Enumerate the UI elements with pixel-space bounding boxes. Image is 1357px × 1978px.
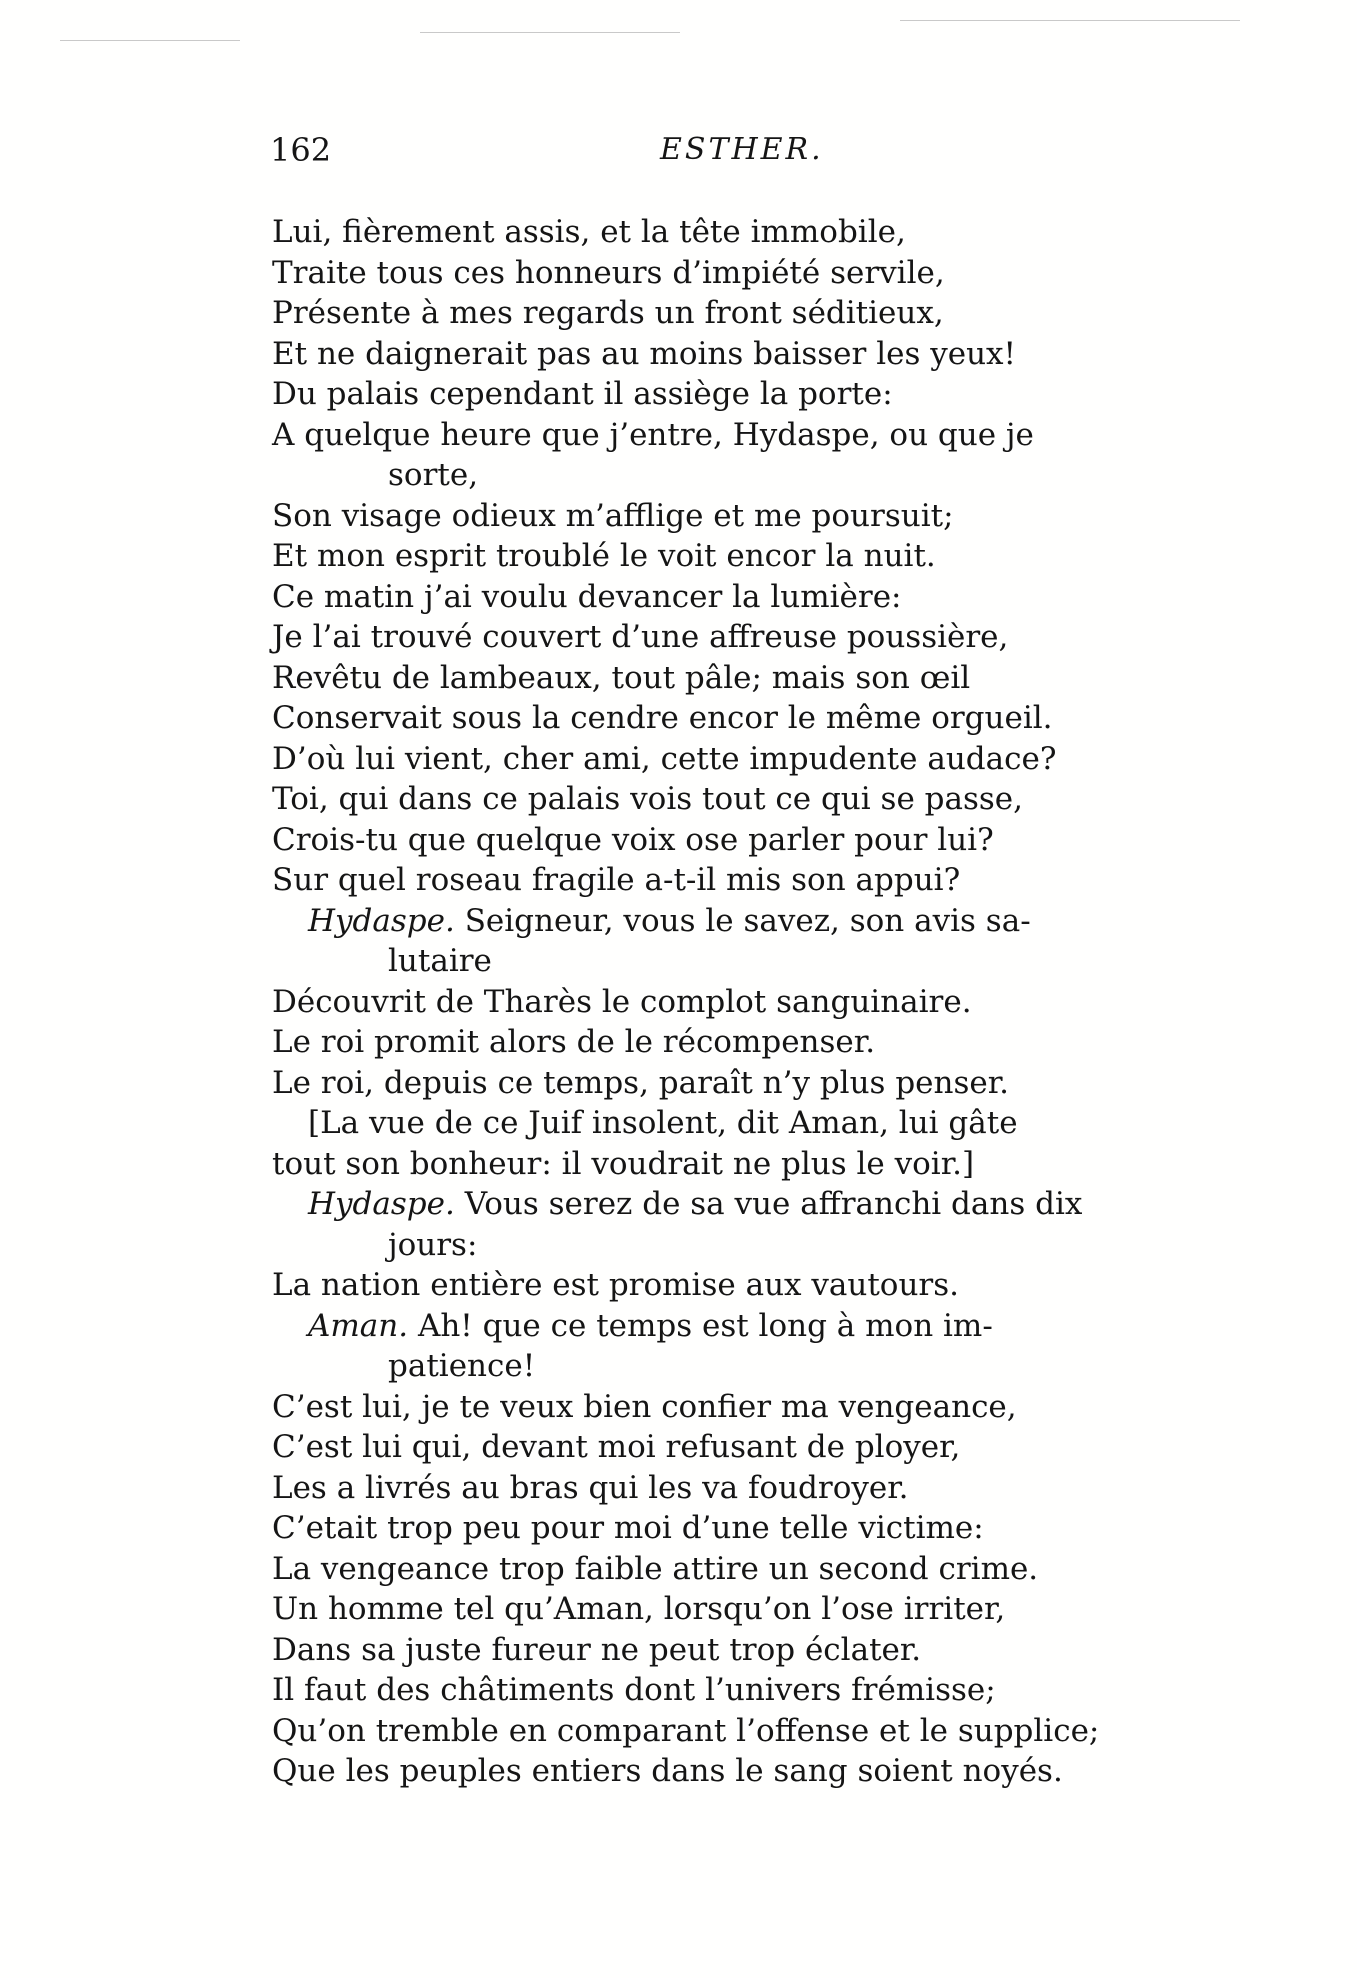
- verse-line: Dans sa juste fureur ne peut trop éclater.: [272, 1631, 922, 1668]
- speech-text: Seigneur, vous le savez, son avis sa-: [464, 902, 1031, 939]
- verse-line: La nation entière est promise aux vautours.: [272, 1267, 959, 1303]
- verse-line: Conservait sous la cendre encor le même orgueil.: [272, 700, 1053, 736]
- verse-line: C’est lui, je te veux bien confier ma vengeance,: [272, 1388, 1017, 1425]
- speaker-name: Aman.: [308, 1307, 409, 1344]
- verse-line: Toi, qui dans ce palais vois tout ce qui se passe,: [272, 781, 1023, 817]
- continuation-line: sorte,: [388, 457, 479, 493]
- verse-line: A quelque heure que j’entre, Hydaspe, ou que je: [272, 416, 1034, 453]
- verse-line: Je l’ai trouvé couvert d’une affreuse poussière,: [272, 619, 1009, 655]
- verse-line: Le roi promit alors de le récompenser.: [272, 1024, 876, 1060]
- speech-line: [272, 1184, 1272, 1225]
- verse-line: Présente à mes regards un front séditieux,: [272, 295, 944, 331]
- verse-line: Traite tous ces honneurs d’impiété servile,: [272, 254, 945, 291]
- page-header: [270, 130, 1210, 180]
- page-number: 162: [270, 131, 332, 169]
- verse-line: Du palais cependant il assiège la porte:: [272, 376, 893, 412]
- scan-speck: [420, 32, 680, 33]
- verse-line: Revêtu de lambeaux, tout pâle; mais son œil: [272, 659, 971, 696]
- verse-line: Et ne daignerait pas au moins baisser les yeux!: [272, 335, 1016, 372]
- scan-speck: [60, 40, 240, 41]
- verse-line: Lui, fièrement assis, et la tête immobile,: [272, 214, 906, 250]
- continuation-line: patience!: [388, 1348, 536, 1384]
- verse-line: Les a livrés au bras qui les va foudroyer.: [272, 1469, 909, 1506]
- verse-line: Et mon esprit troublé le voit encor la nuit.: [272, 538, 936, 574]
- prose-note-line: [La vue de ce Juif insolent, dit Aman, lui gâte: [308, 1105, 1018, 1141]
- verse-line: Un homme tel qu’Aman, lorsqu’on l’ose irriter,: [272, 1591, 1006, 1627]
- speech-line: [272, 901, 1272, 942]
- verse-line: La vengeance trop faible attire un second crime.: [272, 1550, 1039, 1587]
- speaker-name: Hydaspe.: [308, 902, 455, 939]
- verse-line: D’où lui vient, cher ami, cette impudente audace?: [272, 740, 1057, 777]
- speaker-name: Hydaspe.: [308, 1186, 455, 1222]
- speech-line: [272, 1306, 1272, 1347]
- speech-text: Ah! que ce temps est long à mon im-: [417, 1307, 993, 1344]
- continuation-line: lutaire: [388, 943, 492, 979]
- scan-speck: [900, 20, 1240, 21]
- verse-line: Son visage odieux m’afflige et me poursuit;: [272, 497, 954, 534]
- verse-text-block: [272, 212, 1272, 1792]
- verse-line: C’etait trop peu pour moi d’une telle victime:: [272, 1510, 984, 1546]
- verse-line: Découvrit de Tharès le complot sanguinaire.: [272, 983, 972, 1020]
- speech-text: Vous serez de sa vue affranchi dans dix: [464, 1186, 1083, 1222]
- continuation-line: jours:: [388, 1226, 478, 1263]
- verse-line: Le roi, depuis ce temps, paraît n’y plus penser.: [272, 1064, 1009, 1101]
- running-title: ESTHER.: [660, 132, 824, 167]
- verse-line: Ce matin j’ai voulu devancer la lumière:: [272, 578, 902, 615]
- verse-line: Qu’on tremble en comparant l’offense et le supplice;: [272, 1712, 1100, 1749]
- verse-line: Que les peuples entiers dans le sang soient noyés.: [272, 1753, 1063, 1789]
- verse-line: tout son bonheur: il voudrait ne plus le voir.]: [272, 1145, 975, 1182]
- verse-line: C’est lui qui, devant moi refusant de ployer,: [272, 1429, 961, 1465]
- verse-line: Il faut des châtiments dont l’univers frémisse;: [272, 1672, 996, 1708]
- verse-line: Crois-tu que quelque voix ose parler pour lui?: [272, 821, 994, 858]
- verse-line: Sur quel roseau fragile a-t-il mis son appui?: [272, 862, 961, 898]
